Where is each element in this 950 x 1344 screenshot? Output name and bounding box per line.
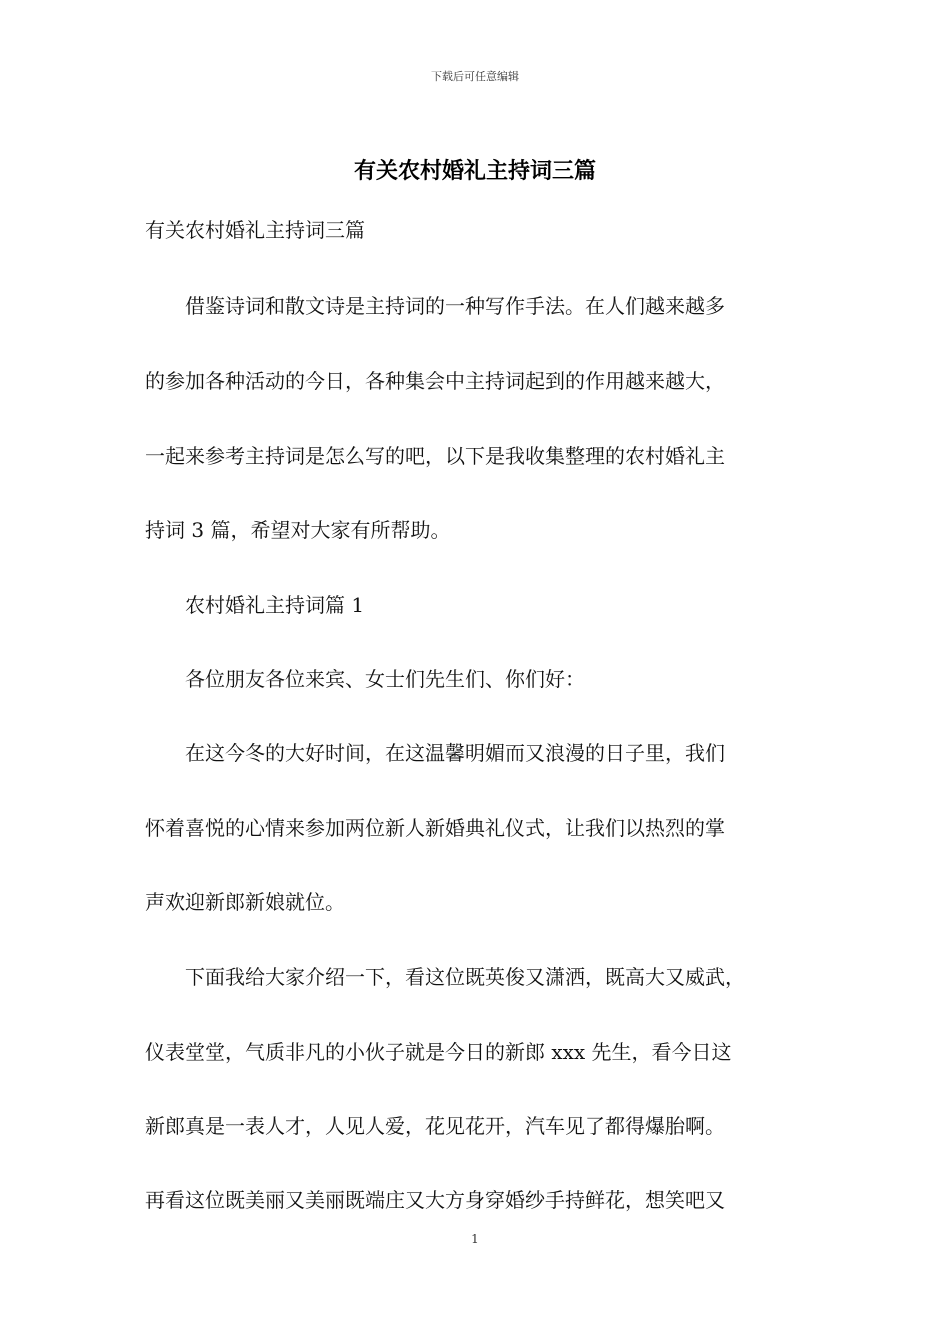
- page-header: 下载后可任意编辑: [431, 70, 519, 83]
- subtitle-line: 有关农村婚礼主持词三篇: [145, 218, 365, 242]
- paragraph-line: 在这今冬的大好时间，在这温馨明媚而又浪漫的日子里，我们: [145, 741, 725, 765]
- page-number: 1: [471, 1232, 479, 1246]
- paragraph-line: 再看这位既美丽又美丽既端庄又大方身穿婚纱手持鲜花，想笑吧又: [145, 1188, 725, 1212]
- paragraph-line: 仪表堂堂，气质非凡的小伙子就是今日的新郎 xxx 先生，看今日这: [145, 1040, 732, 1064]
- paragraph-line: 各位朋友各位来宾、女士们先生们、你们好：: [145, 667, 585, 691]
- paragraph-line: 新郎真是一表人才，人见人爱，花见花开，汽车见了都得爆胎啊。: [145, 1114, 725, 1138]
- paragraph-line: 声欢迎新郎新娘就位。: [145, 890, 345, 914]
- paragraph-line: 怀着喜悦的心情来参加两位新人新婚典礼仪式，让我们以热烈的掌: [145, 816, 725, 840]
- paragraph-line: 一起来参考主持词是怎么写的吧，以下是我收集整理的农村婚礼主: [145, 444, 725, 468]
- paragraph-line: 下面我给大家介绍一下，看这位既英俊又潇洒，既高大又威武，: [145, 965, 745, 989]
- section-heading: 农村婚礼主持词篇 1: [145, 593, 365, 617]
- paragraph-line: 的参加各种活动的今日，各种集会中主持词起到的作用越来越大，: [145, 369, 725, 393]
- paragraph-line: 借鉴诗词和散文诗是主持词的一种写作手法。在人们越来越多: [145, 294, 725, 318]
- paragraph-line: 持词 3 篇，希望对大家有所帮助。: [145, 518, 451, 542]
- document-title: 有关农村婚礼主持词三篇: [353, 158, 596, 184]
